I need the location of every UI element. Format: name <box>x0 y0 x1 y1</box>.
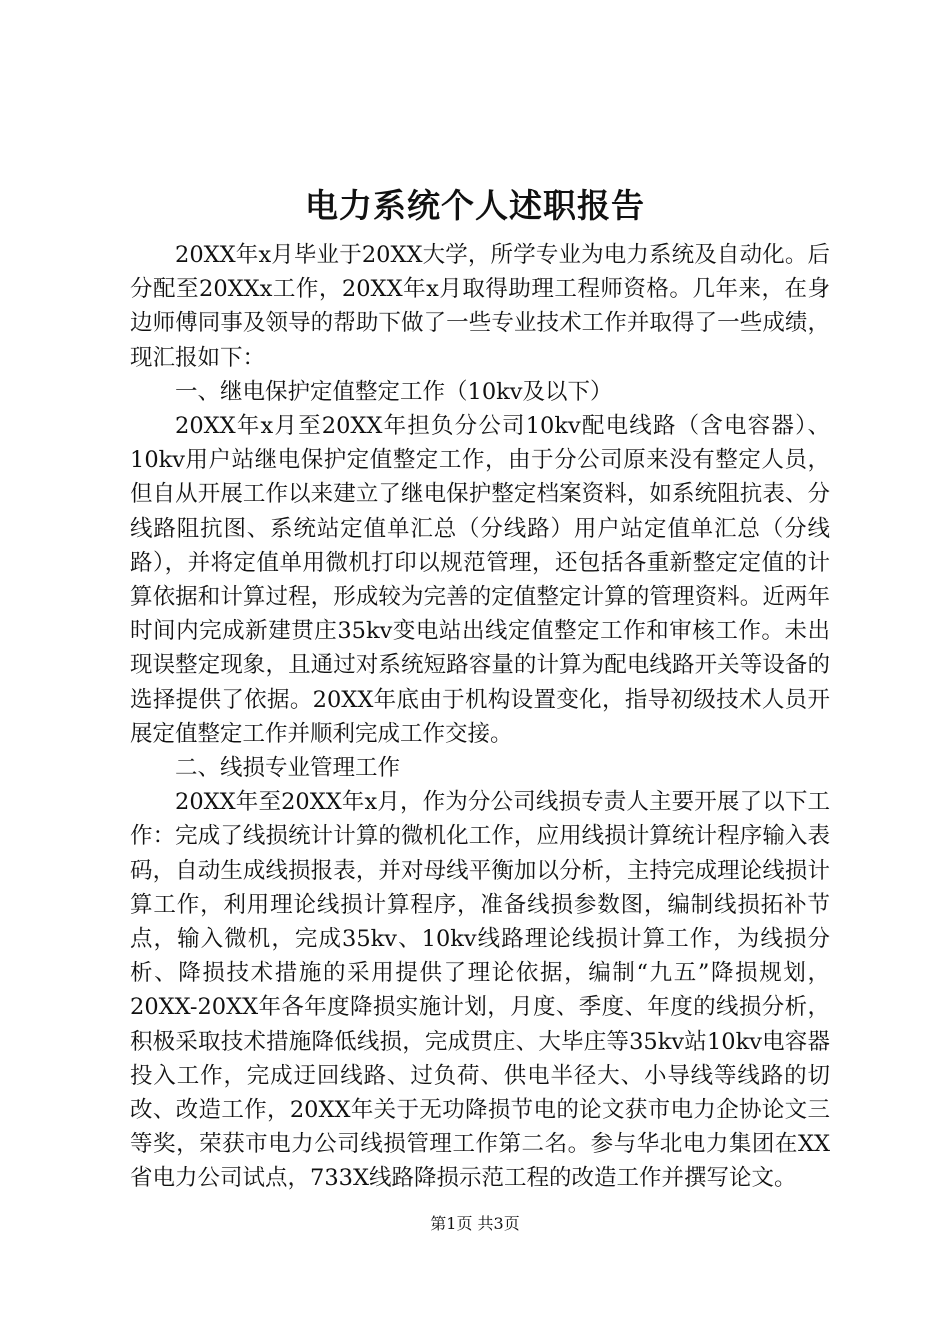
paragraph-intro: 20XX年x月毕业于20XX大学，所学专业为电力系统及自动化。后分配至20XXx工作，20XX年x月取得助理工程师资格。几年来，在身边师傅同事及领导的帮助下做了一些专业技术工作并取得了一些成绩，现汇报如下： <box>130 242 830 371</box>
paragraph-line-loss: 20XX年至20XX年x月，作为分公司线损专责人主要开展了以下工作：完成了线损统计计算的微机化工作，应用线损计算统计程序输入表码，自动生成线损报表，并对母线平衡加以分析，主持完成理论线损计算工作，利用理论线损计算程序，准备线损参数图，编制线损拓补节点，输入微机，完成35kv、10kv线路理论线损计算工作，为线损分析、降损技术措施的采用提供了理论依据，编制“九五”降损规划，20XX-20XX年各年度降损实施计划，月度、季度、年度的线损分析，积极采取技术措施降低线损，完成贯庄、大毕庄等35kv站10kv电容器投入工作，完成迂回线路、过负荷、供电半径大、小导线等线路的切改、改造工作，20XX年关于无功降损节电的论文获市电力企协论文三等奖，荣获市电力公司线损管理工作第二名。参与华北电力集团在XX省电力公司试点，733X线路降损示范工程的改造工作并撰写论文。 <box>130 789 830 1192</box>
document-title: 电力系统个人述职报告 <box>305 186 645 225</box>
section-heading-relay-protection: 一、继电保护定值整定工作（10kv及以下） <box>175 378 613 405</box>
page-number-footer: 第1页 共3页 <box>430 1214 520 1233</box>
paragraph-relay-protection: 20XX年x月至20XX年担负分公司10kv配电线路（含电容器）、10kv用户站继电保护定值整定工作，由于分公司原来没有整定人员，但自从开展工作以来建立了继电保护整定档案资料，如系统阻抗表、分线路阻抗图、系统站定值单汇总（分线路）用户站定值单汇总（分线路），并将定值单用微机打印以规范管理，还包括各重新整定定值的计算依据和计算过程，形成较为完善的定值整定计算的管理资料。近两年时间内完成新建贯庄35kv变电站出线定值整定工作和审核工作。未出现误整定现象，且通过对系统短路容量的计算为配电线路开关等设备的选择提供了依据。20XX年底由于机构设置变化，指导初级技术人员开展定值整定工作并顺利完成工作交接。 <box>130 413 830 747</box>
document-body <box>130 238 830 1196</box>
section-heading-line-loss: 二、线损专业管理工作 <box>175 755 401 782</box>
